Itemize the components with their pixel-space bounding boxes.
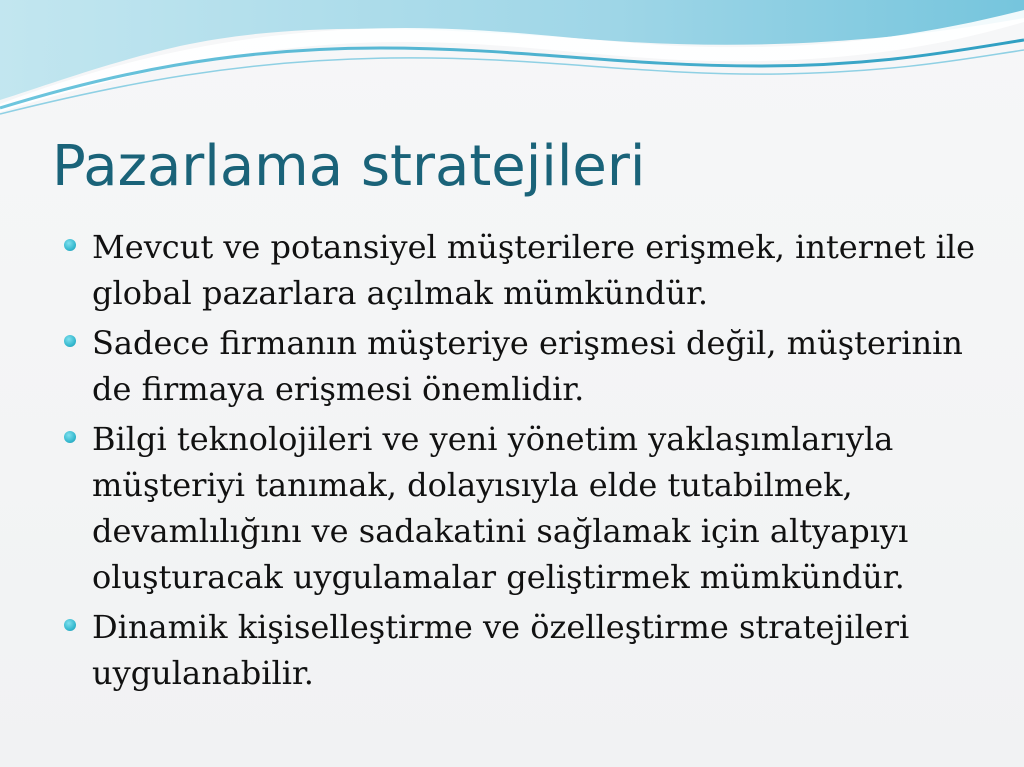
- bullet-text: Dinamik kişiselleştirme ve özelleştirme stratejileri uygulanabilir.: [92, 608, 910, 692]
- bullet-item: [62, 320, 982, 412]
- header-wave-decoration: [0, 0, 1024, 120]
- bullet-list: [62, 224, 982, 700]
- bullet-item: [62, 224, 982, 316]
- bullet-item: [62, 604, 982, 696]
- bullet-item: [62, 416, 982, 600]
- bullet-text: Mevcut ve potansiyel müşterilere erişmek, internet ile global pazarlara açılmak mümkündür.: [92, 228, 976, 312]
- bullet-text: Bilgi teknolojileri ve yeni yönetim yaklaşımlarıyla müşteriyi tanımak, dolayısıyla elde tutabilmek, devamlılığını ve sadakatini sağlamak için altyapıyı oluşturacak uygulamalar geliştirmek mümkündür.: [92, 420, 909, 596]
- bullet-dot-icon: [64, 239, 76, 251]
- bullet-dot-icon: [64, 431, 76, 443]
- bullet-dot-icon: [64, 335, 76, 347]
- slide-title: Pazarlama stratejileri: [52, 134, 646, 199]
- bullet-dot-icon: [64, 619, 76, 631]
- bullet-text: Sadece firmanın müşteriye erişmesi değil, müşterinin de firmaya erişmesi önemlidir.: [92, 324, 963, 408]
